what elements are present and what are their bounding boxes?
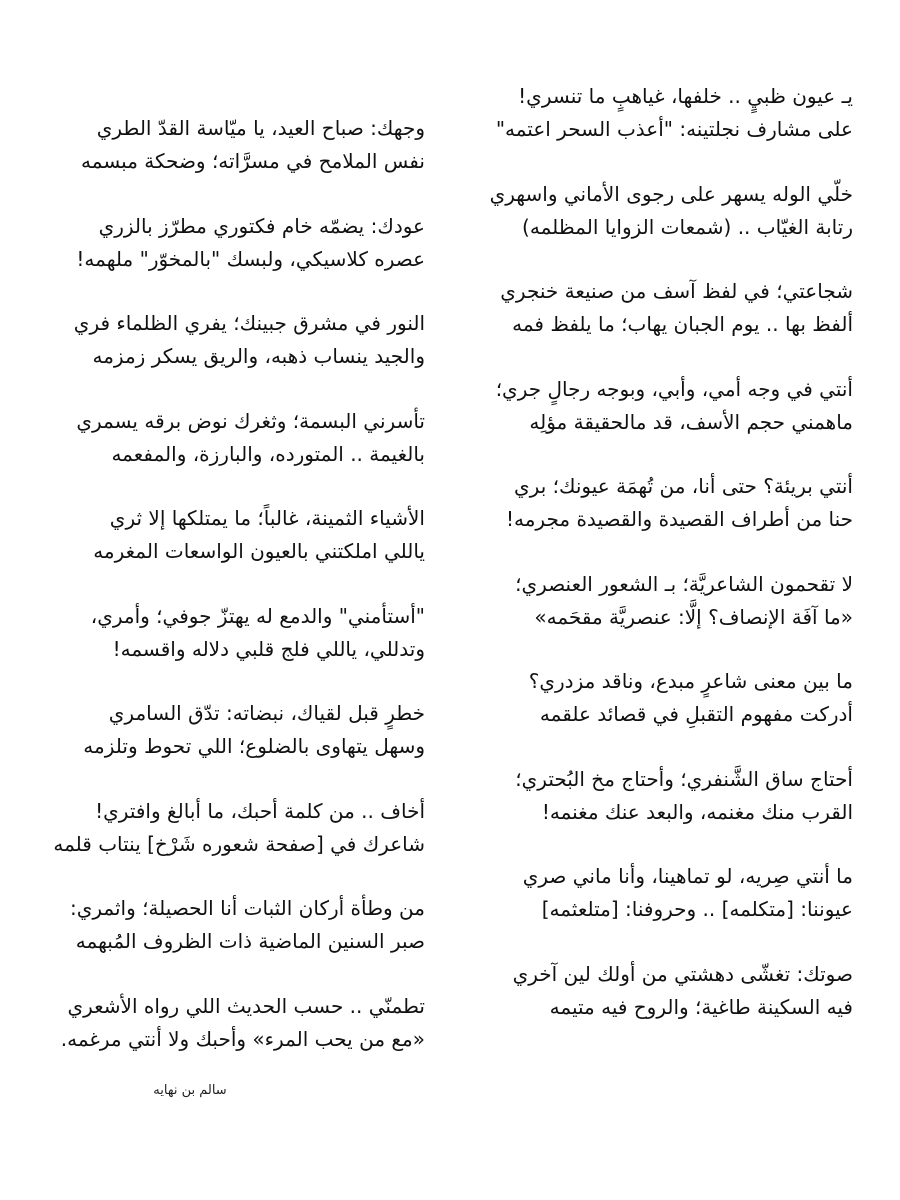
poem-stanza: [40, 892, 425, 990]
poem-line: شاعرك في [صفحة شعوره شَرْخ] ينتاب قلمه: [53, 831, 425, 856]
poem-column-right: [468, 80, 853, 1055]
poem-stanza: [468, 80, 853, 178]
poem-line: ما أنتي صِريه، لو تماهينا، وأنا ماني صري: [522, 864, 853, 888]
poem-line: أخاف .. من كلمة أحبك، ما أبالغ وافتري!: [95, 798, 425, 823]
poem-line: عيوننا: [متكلمه] .. وحروفنا: [متلعثمه]: [541, 897, 853, 921]
poem-line: وتدللي، ياللي فلج قلبي دلاله واقسمه!: [112, 636, 425, 661]
poem-line: «ما آفَة الإنصاف؟ إلَّا: عنصريَّة مقحَمه»: [534, 604, 853, 629]
poem-stanza: [468, 275, 853, 373]
poem-stanza: [40, 307, 425, 405]
poem-line: نفس الملامح في مسرَّاته؛ وضحكة مبسمه: [81, 149, 425, 173]
poem-line: لا تقحمون الشاعريَّة؛ بـ الشعور العنصري؛: [515, 571, 853, 596]
poem-stanza: [468, 860, 853, 958]
poem-line: النور في مشرق جبينك؛ يفري الظلماء فري: [73, 311, 425, 335]
poem-stanza: [468, 470, 853, 568]
poem-line: تطمنّي .. حسب الحديث اللي رواه الأشعري: [67, 993, 425, 1018]
poem-line: وجهك: صباح العيد، يا ميّاسة القدّ الطري: [96, 116, 425, 140]
poem-line: عصره كلاسيكي، ولبسك "بالمخوّر" ملهمه!: [76, 246, 425, 271]
poem-stanza: [40, 697, 425, 795]
poem-line: على مشارف نجلتينه: "أعذب السحر اعتمه": [495, 117, 853, 141]
poem-column-left: [40, 112, 425, 1087]
poem-stanza: [468, 568, 853, 666]
poem-line: وسهل يتهاوى بالضلوع؛ اللي تحوط وتلزمه: [83, 734, 425, 758]
poem-line: القرب منك مغنمه، والبعد عنك مغنمه!: [541, 799, 853, 824]
poem-line: ماهمني حجم الأسف، قد مالحقيقة مؤلِه: [529, 409, 853, 434]
poem-line: أحتاج ساق الشَّنفري؛ وأحتاج مخ البُحتري؛: [515, 766, 853, 791]
poem-stanza: [40, 502, 425, 600]
poem-stanza: [468, 763, 853, 861]
poem-stanza: [40, 600, 425, 698]
poem-line: شجاعتي؛ في لفظ آسف من صنيعة خنجري: [500, 279, 853, 303]
poem-stanza: [40, 990, 425, 1088]
poem-stanza: [40, 795, 425, 893]
poet-signature: سالم بن نهايه: [153, 1083, 227, 1098]
poem-line: الأشياء الثمينة، غالباً؛ ما يمتلكها إلا ثري: [109, 506, 425, 530]
poem-line: تأسرني البسمة؛ وثغرك نوض برقه يسمري: [76, 408, 425, 433]
poem-line: خطرٍ قبل لقياك، نبضاته: تدّق السامري: [108, 701, 425, 725]
poem-stanza: [40, 405, 425, 503]
poem-line: يـ عيون ظبيٍ .. خلفها، غياهبٍ ما تنسري!: [518, 84, 853, 108]
poem-line: ياللي املكتني بالعيون الواسعات المغرمه: [93, 539, 425, 563]
poem-stanza: [468, 665, 853, 763]
poem-line: رتابة الغيّاب .. (شمعات الزوايا المظلمه): [522, 214, 853, 239]
poem-stanza: [468, 373, 853, 471]
poem-line: من وطأة أركان الثبات أنا الحصيلة؛ واثمري:: [69, 896, 425, 920]
poem-line: صوتك: تغشّى دهشتي من أولك لين آخري: [512, 961, 853, 986]
poem-line: بالغيمة .. المتورده، والبارزة، والمفعمه: [111, 441, 425, 466]
poem-line: ما بين معنى شاعرٍ مبدع، وناقد مزدري؟: [528, 669, 853, 693]
poem-line: والجيد ينساب ذهبه، والريق يسكر زمزمه: [92, 344, 425, 368]
poem-line: صبر السنين الماضية ذات الظروف المُبهمه: [75, 929, 425, 953]
poem-line: عودك: يضمّه خام فكتوري مطرّز بالزري: [98, 213, 425, 238]
poem-stanza: [40, 112, 425, 210]
poem-line: أدركت مفهوم التقبلِ في قصائد علقمه: [539, 702, 853, 726]
poem-line: «مع من يحب المرء» وأحبك ولا أنتي مرغمه.: [60, 1026, 425, 1051]
poem-stanza: [468, 958, 853, 1056]
poem-line: "أستأمني" والدمع له يهتزّ جوفي؛ وأمري،: [90, 603, 425, 628]
poem-line: فيه السكينة طاغية؛ والروح فيه متيمه: [549, 994, 853, 1019]
poem-line: أنتي في وجه أمي، وأبي، وبوجه رجالٍ جري؛: [495, 376, 853, 401]
poem-line: ألفظ بها .. يوم الجبان يهاب؛ ما يلفظ فمه: [512, 312, 853, 336]
poem-stanza: [40, 210, 425, 308]
poem-line: أنتي بريئة؟ حتى أنا، من تُهمَة عيونك؛ بري: [514, 474, 853, 498]
poem-line: حنا من أطراف القصيدة والقصيدة مجرمه!: [505, 507, 853, 531]
poem-line: خلّي الوله يسهر على رجوى الأماني واسهري: [489, 181, 853, 206]
poem-stanza: [468, 178, 853, 276]
